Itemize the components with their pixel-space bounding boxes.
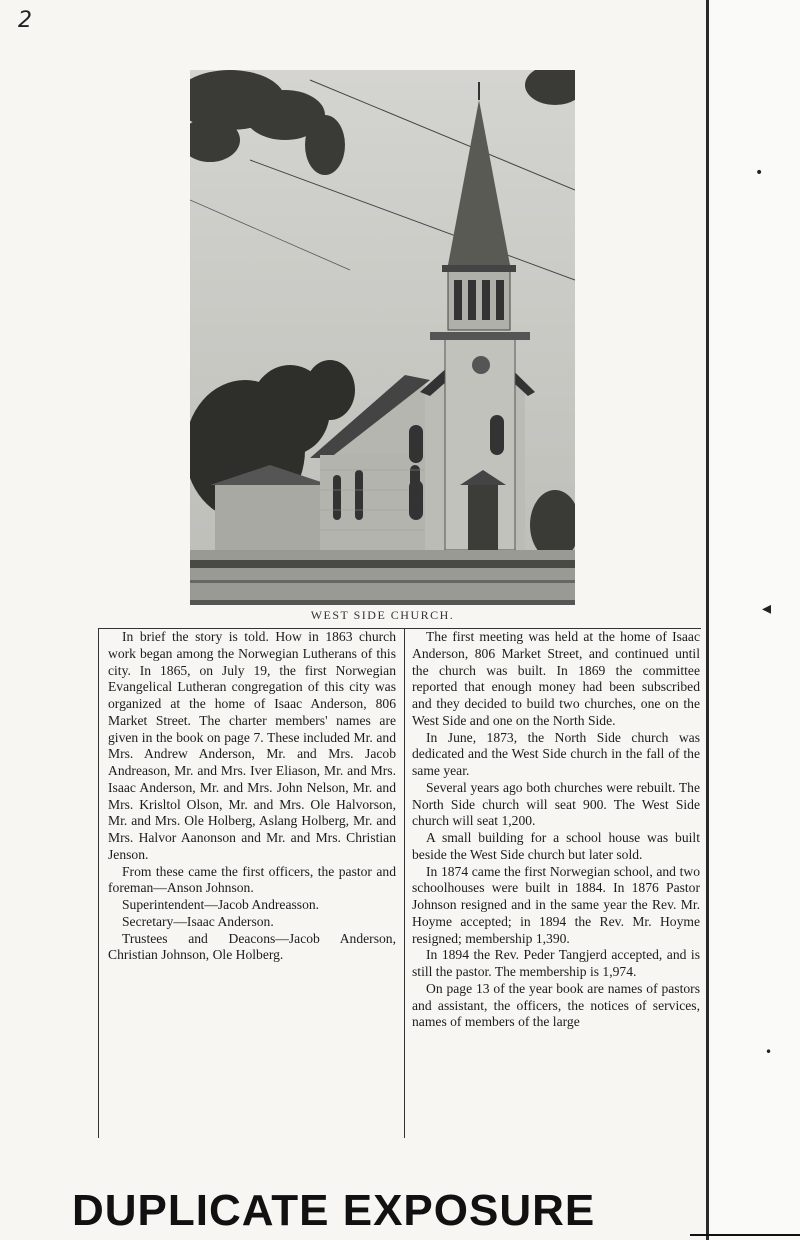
paragraph: On page 13 of the year book are names of pastors and assistant, the officers, the notices of services, names of members of the large: [412, 980, 700, 1030]
paragraph: In 1894 the Rev. Peder Tangjerd accepted, and is still the pastor. The membership is 1,974.: [412, 947, 700, 979]
column-divider: [404, 628, 405, 1138]
paragraph: Secretary—Isaac Anderson.: [122, 913, 274, 929]
column-frame-left: [98, 628, 99, 1138]
right-column: [412, 629, 700, 1031]
left-column: [108, 629, 396, 964]
banner-rule: [690, 1234, 800, 1236]
paragraph: In 1874 came the first Norwegian school, and two schoolhouses were built in 1884. In 1876 Pastor Johnson resigned and in the same year the Rev. Mr. Hoyme accepted; in 1894 the Rev. Mr. Hoyme resigned; membership 1,390.: [412, 863, 700, 946]
paragraph: Trustees and Deacons—Jacob Anderson, Christian Johnson, Ole Holberg.: [108, 930, 396, 963]
paragraph: Superintendent—Jacob Andreasson.: [122, 897, 320, 912]
film-speck: •: [765, 1045, 773, 1059]
page-number: 2: [18, 8, 32, 33]
church-photo: [190, 70, 575, 605]
paragraph: The first meeting was held at the home of Isaac Anderson, 806 Market Street, and continued until the church was built. In 1869 the committee reported that enough money had been subscribed and they decided to build two churches, one on the West Side and one on the North Side.: [412, 629, 700, 728]
paragraph: From these came the first officers, the pastor and foreman—Anson Johnson.: [108, 863, 396, 896]
film-speck: •: [755, 165, 764, 181]
duplicate-exposure-banner: DUPLICATE EXPOSURE: [72, 1186, 596, 1235]
paragraph: Several years ago both churches were rebuilt. The North Side church will seat 900. The West Side church will seat 1,200.: [412, 779, 700, 829]
photo-caption: WEST SIDE CHURCH.: [310, 608, 455, 622]
film-speck: ◂: [762, 598, 772, 619]
paragraph: In June, 1873, the North Side church was dedicated and the West Side church in the fall of the same year.: [412, 729, 700, 778]
paragraph: A small building for a school house was built beside the West Side church but later sold.: [412, 830, 700, 862]
margin-strip: [709, 0, 800, 1240]
paragraph: In brief the story is told. How in 1863 church work began among the Norwegian Lutherans of this city. In 1865, on July 19, the first Norwegian Evangelical Lutheran congregation of this city was organized at the home of Isaac Anderson, 806 Market Street. The charter members' names are given in the book on page 7. These included Mr. and Mrs. Andrew Anderson, Mr. and Mrs. Jacob Andreason, Mr. and Mrs. Iver Eliason, Mr. and Mrs. Isaac Anderson, Mr. and Mrs. John Nelson, Mr. and Mrs. Krisltol Olson, Mr. and Mrs. Ole Halvorson, Mr. and Mrs. Ole Holberg, Aslang Holberg, Mr. and Mrs. Halvor Aanonson and Mr. and Mrs. Christian Jenson.: [108, 629, 396, 862]
